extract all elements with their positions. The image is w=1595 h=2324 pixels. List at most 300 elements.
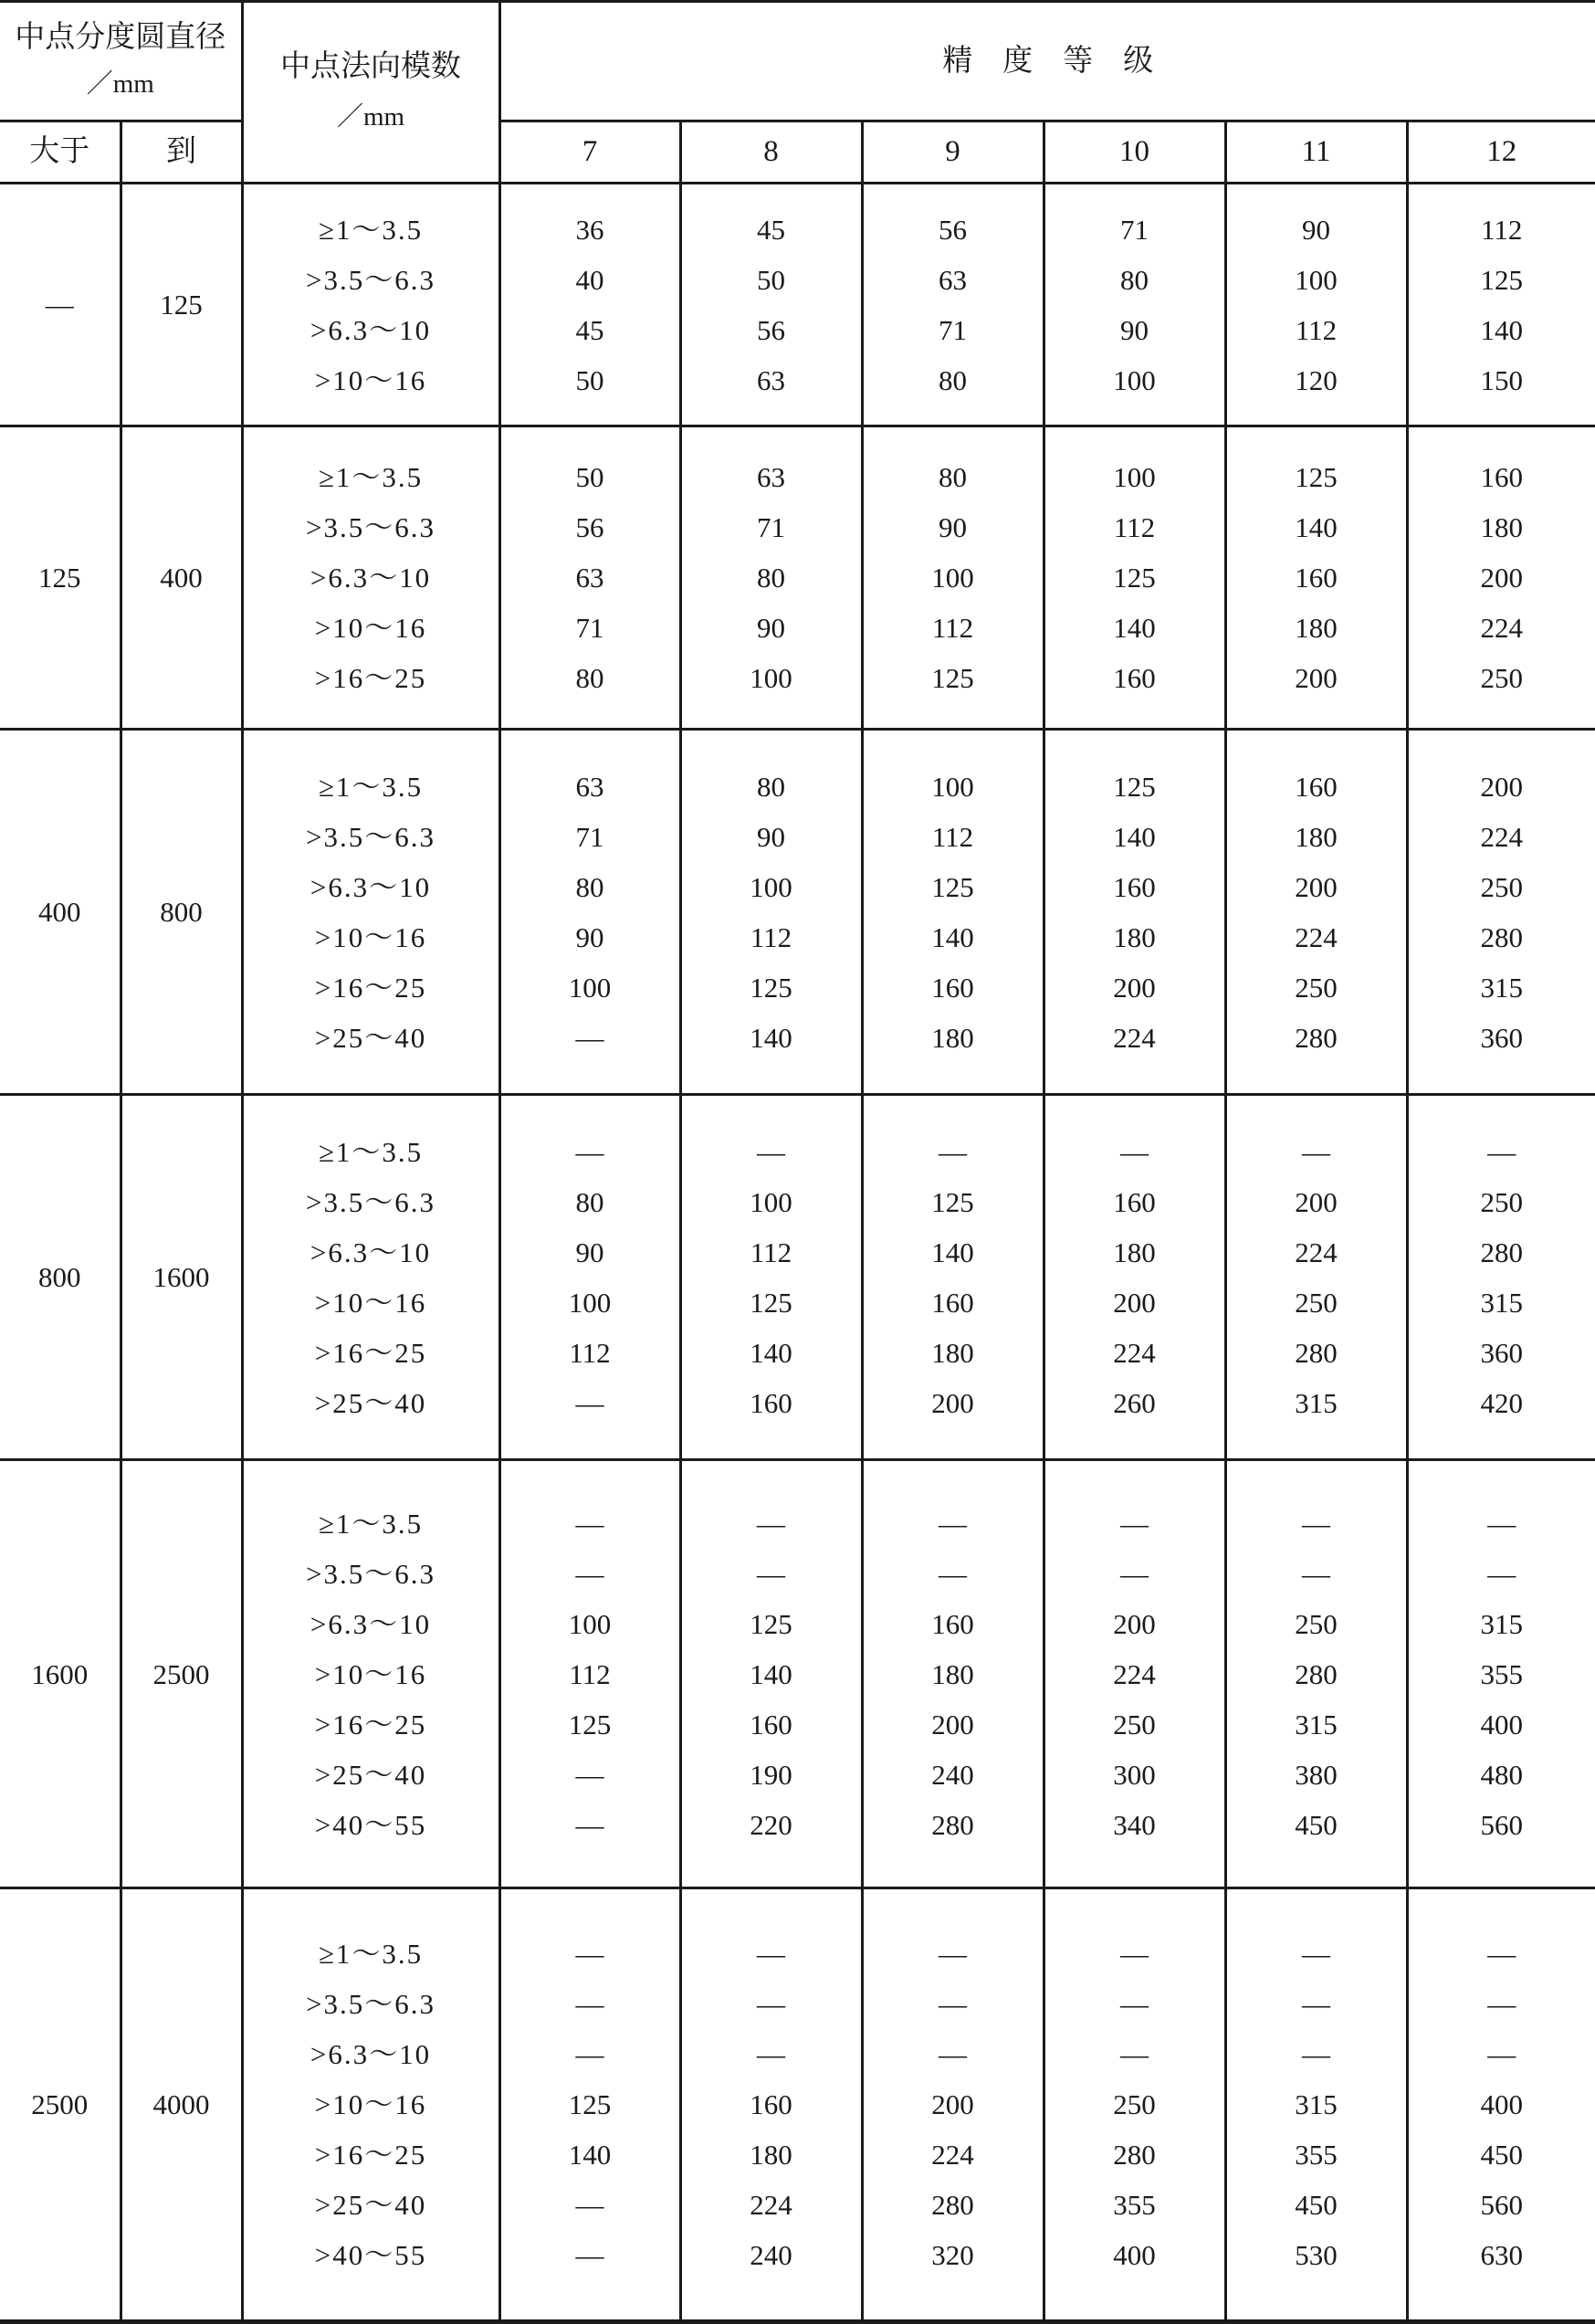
tolerance-value: 530 bbox=[1227, 2230, 1406, 2280]
tolerance-value: 180 bbox=[864, 1328, 1043, 1378]
grade-value-cell-12 bbox=[1407, 730, 1595, 1095]
tolerance-value: 200 bbox=[1045, 1278, 1224, 1328]
module-range: >6.3～10 bbox=[244, 1599, 498, 1649]
grade-value-cell-12 bbox=[1407, 1095, 1595, 1460]
tolerance-value: 112 bbox=[501, 1328, 679, 1378]
grade-value-cell-12 bbox=[1407, 184, 1595, 426]
module-range: >3.5～6.3 bbox=[244, 502, 498, 552]
module-range: >6.3～10 bbox=[244, 1227, 498, 1278]
tolerance-value: 63 bbox=[682, 355, 861, 405]
grade-value-cell-10 bbox=[1044, 184, 1225, 426]
tolerance-value: 63 bbox=[501, 762, 679, 812]
tolerance-value: 125 bbox=[682, 962, 861, 1013]
diameter-from-cell: — bbox=[0, 184, 121, 426]
tolerance-value: — bbox=[682, 1979, 861, 2029]
grade-value-cell-9 bbox=[862, 1888, 1044, 2322]
table-row bbox=[0, 730, 1595, 1095]
header-row-2 bbox=[0, 121, 1595, 184]
tolerance-value: 80 bbox=[682, 552, 861, 603]
tolerance-value: 125 bbox=[501, 1699, 679, 1750]
header-row-1 bbox=[0, 2, 1595, 121]
tolerance-value: 360 bbox=[1409, 1013, 1595, 1063]
tolerance-value: 71 bbox=[501, 603, 679, 653]
tolerance-value: — bbox=[1227, 1929, 1406, 1979]
tolerance-value: 80 bbox=[501, 862, 679, 912]
grade-value-cell-10 bbox=[1044, 1460, 1225, 1888]
tolerance-value: 56 bbox=[864, 205, 1043, 255]
tolerance-value: 280 bbox=[1045, 2129, 1224, 2180]
tolerance-value: 100 bbox=[864, 552, 1043, 603]
grade-value-cell-11 bbox=[1225, 1095, 1407, 1460]
tolerance-value: 160 bbox=[864, 962, 1043, 1013]
tolerance-value: 224 bbox=[1227, 1227, 1406, 1278]
tolerance-value: 150 bbox=[1409, 355, 1595, 405]
module-range: >6.3～10 bbox=[244, 305, 498, 355]
module-range: >3.5～6.3 bbox=[244, 812, 498, 862]
tolerance-value: 140 bbox=[682, 1013, 861, 1063]
tolerance-value: 160 bbox=[682, 1699, 861, 1750]
tolerance-value: 63 bbox=[682, 452, 861, 502]
grade-value-cell-8 bbox=[680, 730, 862, 1095]
grade-value-cell-11 bbox=[1225, 730, 1407, 1095]
tolerance-value: 100 bbox=[864, 762, 1043, 812]
tolerance-value: 200 bbox=[1227, 653, 1406, 703]
diameter-from-cell: 125 bbox=[0, 426, 121, 730]
tolerance-value: 200 bbox=[1409, 552, 1595, 603]
tolerance-value: 160 bbox=[864, 1278, 1043, 1328]
module-range: >3.5～6.3 bbox=[244, 255, 498, 305]
tolerance-value: 260 bbox=[1045, 1378, 1224, 1428]
tolerance-value: 224 bbox=[1045, 1013, 1224, 1063]
tolerance-value: 125 bbox=[1409, 255, 1595, 305]
module-range: >10～16 bbox=[244, 1278, 498, 1328]
tolerance-value: — bbox=[501, 1378, 679, 1428]
tolerance-value: — bbox=[501, 2029, 679, 2079]
tolerance-value: 71 bbox=[501, 812, 679, 862]
tolerance-value: 360 bbox=[1409, 1328, 1595, 1378]
tolerance-value: 160 bbox=[682, 2079, 861, 2129]
module-range: >40～55 bbox=[244, 2230, 498, 2280]
tolerance-value: 160 bbox=[1227, 552, 1406, 603]
from-header: 大于 bbox=[0, 121, 121, 184]
tolerance-value: 280 bbox=[1227, 1649, 1406, 1699]
tolerance-value: — bbox=[682, 1127, 861, 1177]
tolerance-value: 140 bbox=[864, 1227, 1043, 1278]
tolerance-value: 355 bbox=[1409, 1649, 1595, 1699]
tolerance-value: 45 bbox=[501, 305, 679, 355]
tolerance-value: 200 bbox=[1045, 962, 1224, 1013]
grade-value-cell-8 bbox=[680, 184, 862, 426]
tolerance-value: 90 bbox=[864, 502, 1043, 552]
tolerance-value: 560 bbox=[1409, 2180, 1595, 2230]
tolerance-value: 400 bbox=[1409, 2079, 1595, 2129]
tolerance-value: 224 bbox=[1045, 1649, 1224, 1699]
tolerance-value: 80 bbox=[864, 355, 1043, 405]
tolerance-value: — bbox=[682, 1929, 861, 1979]
tolerance-value: — bbox=[864, 1549, 1043, 1599]
tolerance-value: 400 bbox=[1409, 1699, 1595, 1750]
grade-value-cell-8 bbox=[680, 426, 862, 730]
module-range: >3.5～6.3 bbox=[244, 1549, 498, 1599]
module-header-title: 中点法向模数 bbox=[244, 42, 498, 92]
grade-value-cell-12 bbox=[1407, 426, 1595, 730]
tolerance-value: 90 bbox=[1045, 305, 1224, 355]
tolerance-value: 140 bbox=[501, 2129, 679, 2180]
tolerance-value: 100 bbox=[501, 962, 679, 1013]
module-range-cell bbox=[242, 184, 499, 426]
tolerance-value: — bbox=[682, 1549, 861, 1599]
module-range: >6.3～10 bbox=[244, 552, 498, 603]
tolerance-value: 250 bbox=[1227, 1278, 1406, 1328]
grade-value-cell-11 bbox=[1225, 1888, 1407, 2322]
tolerance-value: — bbox=[501, 1800, 679, 1850]
module-range: >10～16 bbox=[244, 912, 498, 962]
diameter-to-cell: 400 bbox=[121, 426, 242, 730]
grade-header-11: 11 bbox=[1225, 121, 1407, 184]
tolerance-value: 56 bbox=[501, 502, 679, 552]
tolerance-value: 63 bbox=[864, 255, 1043, 305]
tolerance-value: 240 bbox=[864, 1750, 1043, 1800]
module-range: ≥1～3.5 bbox=[244, 452, 498, 502]
diameter-to-cell: 125 bbox=[121, 184, 242, 426]
tolerance-value: 315 bbox=[1409, 962, 1595, 1013]
tolerance-value: 36 bbox=[501, 205, 679, 255]
tolerance-value: — bbox=[501, 1499, 679, 1549]
tolerance-value: 80 bbox=[682, 762, 861, 812]
grade-value-cell-11 bbox=[1225, 1460, 1407, 1888]
tolerance-value: — bbox=[501, 1979, 679, 2029]
tolerance-value: — bbox=[1227, 2029, 1406, 2079]
tolerance-value: 125 bbox=[1045, 762, 1224, 812]
tolerance-value: 100 bbox=[1045, 355, 1224, 405]
tolerance-value: — bbox=[1409, 1549, 1595, 1599]
tolerance-value: — bbox=[864, 1929, 1043, 1979]
grade-value-cell-11 bbox=[1225, 426, 1407, 730]
tolerance-value: 45 bbox=[682, 205, 861, 255]
tolerance-value: — bbox=[1227, 1549, 1406, 1599]
module-range: >25～40 bbox=[244, 1750, 498, 1800]
tolerance-value: 100 bbox=[682, 862, 861, 912]
module-range: >16～25 bbox=[244, 1699, 498, 1750]
grade-value-cell-8 bbox=[680, 1095, 862, 1460]
tolerance-value: 100 bbox=[682, 653, 861, 703]
table-row bbox=[0, 1888, 1595, 2322]
grade-value-cell-11 bbox=[1225, 184, 1407, 426]
tolerance-value: 450 bbox=[1227, 1800, 1406, 1850]
tolerance-value: 112 bbox=[864, 812, 1043, 862]
tolerance-value: 112 bbox=[1409, 205, 1595, 255]
module-header bbox=[242, 2, 499, 184]
tolerance-value: — bbox=[1227, 1979, 1406, 2029]
tolerance-value: 355 bbox=[1227, 2129, 1406, 2180]
tolerance-value: 90 bbox=[682, 812, 861, 862]
module-range: >16～25 bbox=[244, 2129, 498, 2180]
tolerance-value: 50 bbox=[682, 255, 861, 305]
grade-value-cell-10 bbox=[1044, 1888, 1225, 2322]
tolerance-value: 200 bbox=[864, 1378, 1043, 1428]
grade-value-cell-7 bbox=[499, 184, 680, 426]
tolerance-value: 200 bbox=[864, 1699, 1043, 1750]
module-range: >10～16 bbox=[244, 355, 498, 405]
tolerance-value: 125 bbox=[1045, 552, 1224, 603]
tolerance-value: 250 bbox=[1045, 1699, 1224, 1750]
table-row bbox=[0, 1460, 1595, 1888]
tolerance-value: 125 bbox=[682, 1278, 861, 1328]
grade-value-cell-9 bbox=[862, 730, 1044, 1095]
tolerance-value: 300 bbox=[1045, 1750, 1224, 1800]
tolerance-value: 125 bbox=[682, 1599, 861, 1649]
tolerance-value: 80 bbox=[501, 653, 679, 703]
tolerance-value: 200 bbox=[1227, 862, 1406, 912]
module-range: >25～40 bbox=[244, 1013, 498, 1063]
tolerance-value: 450 bbox=[1409, 2129, 1595, 2180]
module-range: ≥1～3.5 bbox=[244, 1499, 498, 1549]
tolerance-value: 50 bbox=[501, 452, 679, 502]
tolerance-value: 315 bbox=[1227, 2079, 1406, 2129]
tolerance-value: 280 bbox=[864, 1800, 1043, 1850]
tolerance-value: 160 bbox=[1045, 1177, 1224, 1227]
tolerance-value: 112 bbox=[501, 1649, 679, 1699]
tolerance-value: — bbox=[501, 2230, 679, 2280]
tolerance-value: 80 bbox=[1045, 255, 1224, 305]
module-range-cell bbox=[242, 1095, 499, 1460]
tolerance-value: 224 bbox=[864, 2129, 1043, 2180]
tolerance-value: — bbox=[1227, 1127, 1406, 1177]
tolerance-value: 50 bbox=[501, 355, 679, 405]
grade-value-cell-10 bbox=[1044, 1095, 1225, 1460]
grade-value-cell-9 bbox=[862, 1460, 1044, 1888]
grade-value-cell-10 bbox=[1044, 730, 1225, 1095]
tolerance-value: 140 bbox=[682, 1649, 861, 1699]
tolerance-value: 112 bbox=[864, 603, 1043, 653]
tolerance-value: 420 bbox=[1409, 1378, 1595, 1428]
grade-value-cell-10 bbox=[1044, 426, 1225, 730]
tolerance-value: 90 bbox=[501, 912, 679, 962]
diameter-from-cell: 400 bbox=[0, 730, 121, 1095]
tolerance-value: 125 bbox=[864, 862, 1043, 912]
tolerance-value: 160 bbox=[1045, 862, 1224, 912]
tolerance-value: 200 bbox=[1227, 1177, 1406, 1227]
tolerance-value: 140 bbox=[1227, 502, 1406, 552]
tolerance-value: — bbox=[501, 1127, 679, 1177]
tolerance-value: 180 bbox=[864, 1013, 1043, 1063]
tolerance-value: — bbox=[501, 1750, 679, 1800]
diameter-to-cell: 1600 bbox=[121, 1095, 242, 1460]
module-range: >25～40 bbox=[244, 2180, 498, 2230]
tolerance-value: 315 bbox=[1227, 1699, 1406, 1750]
tolerance-value: — bbox=[1045, 1979, 1224, 2029]
module-range-cell bbox=[242, 730, 499, 1095]
tolerance-value: 480 bbox=[1409, 1750, 1595, 1800]
grade-value-cell-12 bbox=[1407, 1460, 1595, 1888]
tolerance-value: — bbox=[682, 2029, 861, 2079]
grade-header-12: 12 bbox=[1407, 121, 1595, 184]
tolerance-value: 140 bbox=[1409, 305, 1595, 355]
module-range: >40～55 bbox=[244, 1800, 498, 1850]
tolerance-value: 355 bbox=[1045, 2180, 1224, 2230]
tolerance-value: 280 bbox=[1227, 1328, 1406, 1378]
tolerance-value: 112 bbox=[1227, 305, 1406, 355]
tolerance-value: 180 bbox=[864, 1649, 1043, 1699]
module-range: >16～25 bbox=[244, 653, 498, 703]
module-range: >25～40 bbox=[244, 1378, 498, 1428]
tolerance-value: — bbox=[501, 1929, 679, 1979]
tolerance-value: 250 bbox=[1227, 1599, 1406, 1649]
tolerance-value: 160 bbox=[864, 1599, 1043, 1649]
tolerance-value: 224 bbox=[1045, 1328, 1224, 1378]
module-range: >10～16 bbox=[244, 2079, 498, 2129]
tolerance-value: 112 bbox=[682, 912, 861, 962]
diameter-header bbox=[0, 2, 242, 121]
tolerance-value: 380 bbox=[1227, 1750, 1406, 1800]
tolerance-value: 190 bbox=[682, 1750, 861, 1800]
tolerance-value: 200 bbox=[1045, 1599, 1224, 1649]
grade-value-cell-8 bbox=[680, 1888, 862, 2322]
tolerance-value: — bbox=[1409, 1499, 1595, 1549]
tolerance-value: 160 bbox=[1227, 762, 1406, 812]
tolerance-value: 250 bbox=[1409, 862, 1595, 912]
module-range-cell bbox=[242, 426, 499, 730]
tolerance-value: 80 bbox=[501, 1177, 679, 1227]
tolerance-value: 200 bbox=[1409, 762, 1595, 812]
tolerance-value: — bbox=[1045, 1127, 1224, 1177]
tolerance-value: 90 bbox=[1227, 205, 1406, 255]
grade-value-cell-7 bbox=[499, 426, 680, 730]
tolerance-value: 315 bbox=[1409, 1278, 1595, 1328]
tolerance-value: 160 bbox=[682, 1378, 861, 1428]
tolerance-value: 560 bbox=[1409, 1800, 1595, 1850]
grade-value-cell-7 bbox=[499, 1888, 680, 2322]
module-range-cell bbox=[242, 1460, 499, 1888]
tolerance-value: 80 bbox=[864, 452, 1043, 502]
to-header: 到 bbox=[121, 121, 242, 184]
tolerance-value: 250 bbox=[1409, 653, 1595, 703]
tolerance-value: 220 bbox=[682, 1800, 861, 1850]
tolerance-value: 315 bbox=[1409, 1599, 1595, 1649]
tolerance-value: — bbox=[1045, 1929, 1224, 1979]
tolerance-value: 280 bbox=[1227, 1013, 1406, 1063]
diameter-header-title: 中点分度圆直径 bbox=[0, 3, 241, 59]
module-range: ≥1～3.5 bbox=[244, 1929, 498, 1979]
tolerance-value: 180 bbox=[1409, 502, 1595, 552]
tolerance-value: 100 bbox=[501, 1278, 679, 1328]
tolerance-value: 140 bbox=[1045, 812, 1224, 862]
tolerance-value: — bbox=[1045, 2029, 1224, 2079]
tolerance-value: 340 bbox=[1045, 1800, 1224, 1850]
tolerance-value: 120 bbox=[1227, 355, 1406, 405]
tolerance-value: 250 bbox=[1045, 2079, 1224, 2129]
tolerance-value: 100 bbox=[1227, 255, 1406, 305]
table-row bbox=[0, 184, 1595, 426]
tolerance-value: — bbox=[1409, 1127, 1595, 1177]
tolerance-value: 250 bbox=[1227, 962, 1406, 1013]
tolerance-value: — bbox=[501, 2180, 679, 2230]
tolerance-value: 180 bbox=[1045, 1227, 1224, 1278]
module-range: >3.5～6.3 bbox=[244, 1177, 498, 1227]
module-range: >3.5～6.3 bbox=[244, 1979, 498, 2029]
module-range: ≥1～3.5 bbox=[244, 205, 498, 255]
tolerance-value: 140 bbox=[682, 1328, 861, 1378]
module-range-cell bbox=[242, 1888, 499, 2322]
tolerance-value: 71 bbox=[864, 305, 1043, 355]
tolerance-value: — bbox=[1409, 1929, 1595, 1979]
tolerance-value: 320 bbox=[864, 2230, 1043, 2280]
tolerance-value: — bbox=[1409, 2029, 1595, 2079]
tolerance-value: 125 bbox=[501, 2079, 679, 2129]
module-range: >6.3～10 bbox=[244, 2029, 498, 2079]
tolerance-value: 160 bbox=[1409, 452, 1595, 502]
tolerance-value: 450 bbox=[1227, 2180, 1406, 2230]
diameter-from-cell: 800 bbox=[0, 1095, 121, 1460]
tolerance-value: 90 bbox=[682, 603, 861, 653]
tolerance-value: 125 bbox=[1227, 452, 1406, 502]
tolerance-value: — bbox=[864, 1127, 1043, 1177]
grade-value-cell-9 bbox=[862, 184, 1044, 426]
grade-header: 精 度 等 级 bbox=[499, 2, 1595, 121]
table-row bbox=[0, 426, 1595, 730]
tolerance-value: 40 bbox=[501, 255, 679, 305]
tolerance-value: 180 bbox=[1227, 812, 1406, 862]
diameter-header-unit: ／mm bbox=[0, 59, 241, 110]
grade-value-cell-7 bbox=[499, 730, 680, 1095]
tolerance-value: 315 bbox=[1227, 1378, 1406, 1428]
tolerance-value: 224 bbox=[1409, 812, 1595, 862]
tolerance-value: — bbox=[1045, 1549, 1224, 1599]
tolerance-value: — bbox=[1045, 1499, 1224, 1549]
tolerance-value: — bbox=[864, 1499, 1043, 1549]
tolerance-value: 180 bbox=[1227, 603, 1406, 653]
module-range: ≥1～3.5 bbox=[244, 762, 498, 812]
grade-value-cell-9 bbox=[862, 1095, 1044, 1460]
grade-value-cell-8 bbox=[680, 1460, 862, 1888]
grade-header-7: 7 bbox=[499, 121, 680, 184]
tolerance-value: 180 bbox=[1045, 912, 1224, 962]
diameter-from-cell: 1600 bbox=[0, 1460, 121, 1888]
tolerance-value: — bbox=[501, 1013, 679, 1063]
tolerance-value: 100 bbox=[682, 1177, 861, 1227]
tolerance-value: 63 bbox=[501, 552, 679, 603]
tolerance-value: 100 bbox=[1045, 452, 1224, 502]
tolerance-value: 140 bbox=[864, 912, 1043, 962]
grade-header-9: 9 bbox=[862, 121, 1044, 184]
tolerance-value: 280 bbox=[1409, 912, 1595, 962]
tolerance-value: 140 bbox=[1045, 603, 1224, 653]
diameter-to-cell: 4000 bbox=[121, 1888, 242, 2322]
grade-value-cell-7 bbox=[499, 1095, 680, 1460]
module-range: >16～25 bbox=[244, 1328, 498, 1378]
tolerance-value: 224 bbox=[682, 2180, 861, 2230]
tolerance-value: — bbox=[1227, 1499, 1406, 1549]
module-range: ≥1～3.5 bbox=[244, 1127, 498, 1177]
tolerance-value: — bbox=[501, 1549, 679, 1599]
tolerance-value: 224 bbox=[1409, 603, 1595, 653]
module-range: >10～16 bbox=[244, 1649, 498, 1699]
tolerance-value: 125 bbox=[864, 653, 1043, 703]
tolerance-value: 100 bbox=[501, 1599, 679, 1649]
tolerance-value: 125 bbox=[864, 1177, 1043, 1227]
diameter-to-cell: 2500 bbox=[121, 1460, 242, 1888]
table-row bbox=[0, 1095, 1595, 1460]
tolerance-value: 180 bbox=[682, 2129, 861, 2180]
module-range: >6.3～10 bbox=[244, 862, 498, 912]
grade-header-10: 10 bbox=[1044, 121, 1225, 184]
tolerance-value: 112 bbox=[682, 1227, 861, 1278]
tolerance-value: 160 bbox=[1045, 653, 1224, 703]
tolerance-value: 224 bbox=[1227, 912, 1406, 962]
tolerance-value: 240 bbox=[682, 2230, 861, 2280]
tolerance-value: 400 bbox=[1045, 2230, 1224, 2280]
tolerance-value: — bbox=[864, 1979, 1043, 2029]
